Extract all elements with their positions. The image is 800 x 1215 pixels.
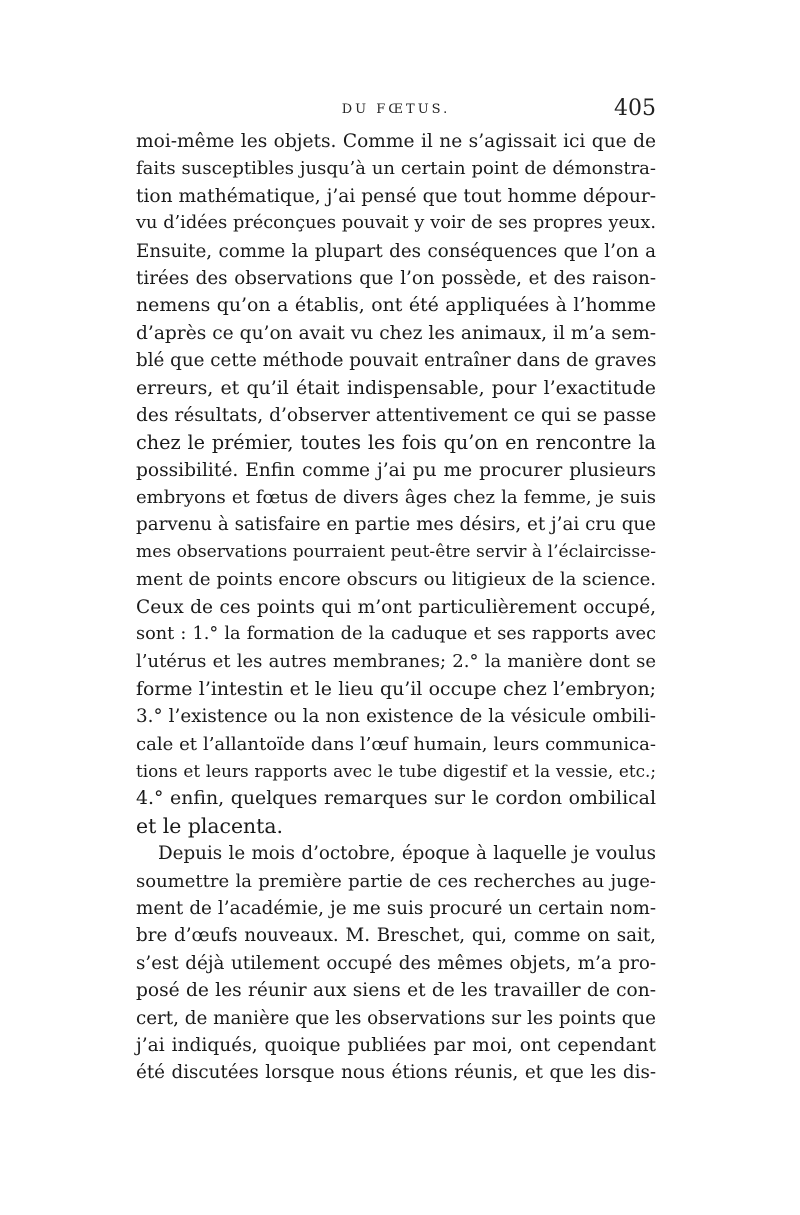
- text-line: sont : 1.° la formation de la caduque et ses rapports avec: [136, 624, 656, 645]
- paragraph: [136, 128, 656, 840]
- text-line: Depuis le mois d’octobre, époque à laquelle je voulus: [158, 843, 656, 865]
- text-line: bre d’œufs nouveaux. M. Breschet, qui, comme on sait,: [136, 925, 656, 947]
- text-line: posé de les réunir aux siens et de les travailler de con-: [136, 980, 656, 1002]
- text-line: et le placenta.: [136, 813, 283, 838]
- paragraph: [136, 840, 656, 1087]
- page-number: 405: [614, 96, 656, 121]
- text-line: soumettre la première partie de ces recherches au juge-: [136, 870, 656, 892]
- text-line: cert, de manière que les observations sur les points que: [136, 1007, 656, 1029]
- text-line: ment de l’académie, je me suis procuré un certain nom-: [136, 897, 656, 919]
- text-line: l’utérus et les autres membranes; 2.° la manière dont se: [136, 651, 656, 673]
- text-line: j’ai indiqués, quoique publiées par moi, ont cependant: [136, 1034, 656, 1056]
- page-header: [136, 96, 656, 130]
- text-line: ment de points encore obscurs ou litigieux de la science.: [136, 569, 656, 591]
- text-line: d’après ce qu’on avait vu chez les animaux, il m’a sem-: [136, 322, 656, 344]
- text-line: nemens qu’on a établis, ont été appliquées à l’homme: [136, 294, 656, 317]
- text-line: cale et l’allantoïde dans l’œuf humain, leurs communica-: [136, 733, 656, 755]
- text-line: été discutées lorsque nous étions réunis, et que les dis-: [136, 1062, 656, 1084]
- text-line: forme l’intestin et le lieu qu’il occupe chez l’embryon;: [136, 677, 656, 700]
- text-line: tirées des observations que l’on possède, et des raison-: [136, 267, 656, 289]
- text-line: erreurs, et qu’il était indispensable, pour l’exactitude: [136, 376, 656, 399]
- text-line: tions et leurs rapports avec le tube digestif et la vessie, etc.;: [136, 760, 656, 781]
- running-head: DU FŒTUS.: [341, 102, 451, 117]
- text-line: possibilité. Enfin comme j’ai pu me procurer plusieurs: [136, 459, 656, 481]
- text-line: mes observations pourraient peut-être servir à l’éclaircisse-: [136, 541, 656, 562]
- text-line: blé que cette méthode pouvait entraîner dans de graves: [136, 350, 657, 372]
- text-line: s’est déjà utilement occupé des mêmes objets, m’a pro-: [136, 952, 656, 974]
- text-line: des résultats, d’observer attentivement ce qui se passe: [136, 404, 657, 426]
- text-line: moi-même les objets. Comme il ne s’agissait ici que de: [136, 131, 656, 152]
- text-line: 4.° enfin, quelques remarques sur le cordon ombilical: [136, 787, 656, 810]
- body-text: [136, 128, 656, 1087]
- text-line: 3.° l’existence ou la non existence de la vésicule ombili-: [136, 706, 656, 728]
- text-line: vu d’idées préconçues pouvait y voir de ses propres yeux.: [136, 213, 656, 234]
- text-line: parvenu à satisfaire en partie mes désirs, et j’ai cru que: [136, 514, 656, 536]
- text-line: Ensuite, comme la plupart des conséquences que l’on a: [136, 240, 656, 262]
- text-line: Ceux de ces points qui m’ont particulièrement occupé,: [136, 596, 656, 618]
- text-line: embryons et fœtus de divers âges chez la femme, je suis: [136, 487, 656, 509]
- text-line: chez le prémier, toutes les fois qu’on en rencontre la: [136, 431, 656, 455]
- text-line: tion mathématique, j’ai pensé que tout homme dépour-: [136, 185, 656, 207]
- text-line: faits susceptibles jusqu’à un certain point de démonstra-: [136, 158, 656, 180]
